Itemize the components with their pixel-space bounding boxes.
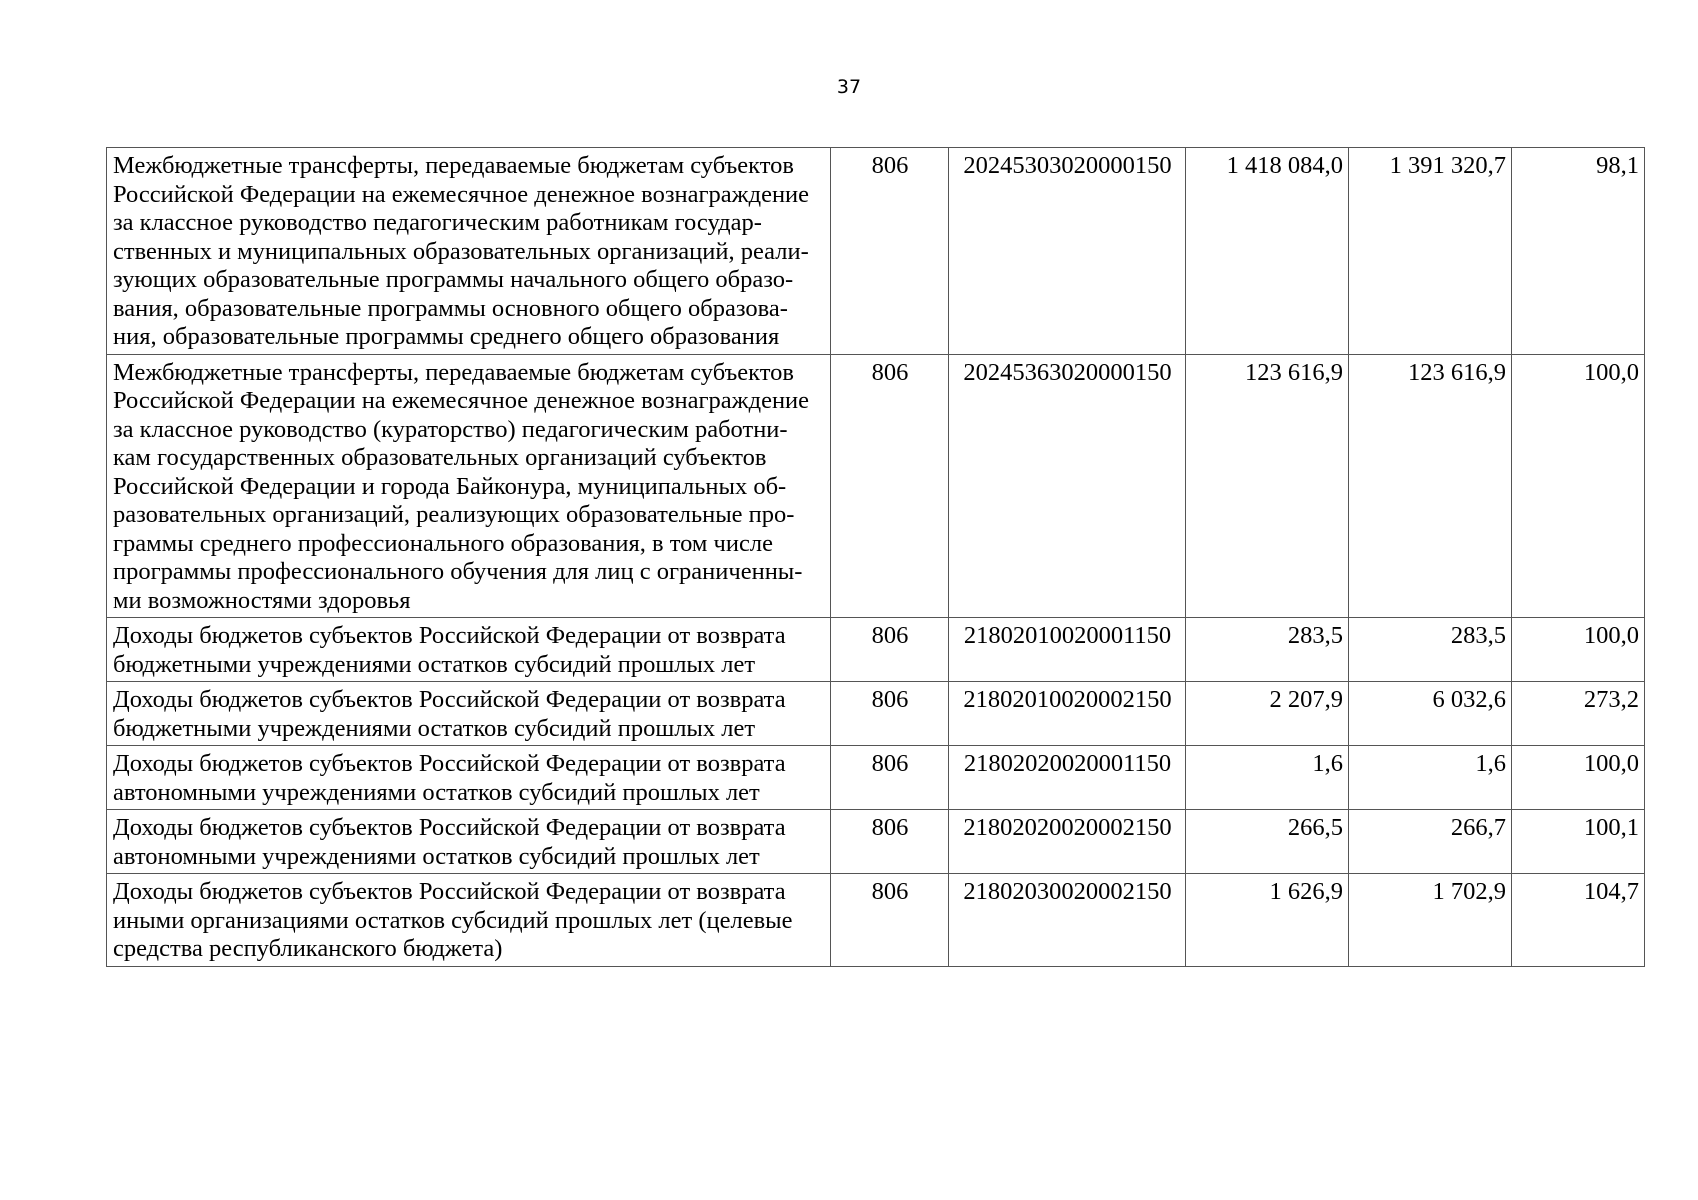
row-description-line: ственных и муниципальных образовательных организаций, реали- [113,237,809,265]
row-percent: 273,2 [1512,682,1645,746]
row-description-line: Межбюджетные трансферты, передаваемые бюджетам субъектов [113,358,794,386]
row-actual-amount: 283,5 [1349,618,1512,682]
row-description-line: Доходы бюджетов субъектов Российской Федерации от возврата [113,750,786,777]
row-planned-amount: 283,5 [1186,618,1349,682]
table-row [107,618,1645,682]
row-description-line: за классное руководство педагогическим работникам государ- [113,209,762,236]
row-planned-amount: 123 616,9 [1186,354,1349,618]
row-description-line: кам государственных образовательных организаций субъектов [113,444,767,471]
row-description [107,810,831,874]
row-description-line: зующих образовательные программы начального общего образо- [113,266,794,293]
row-description-line: автономными учреждениями остатков субсидий прошлых лет [113,778,760,806]
row-admin-code: 806 [831,746,949,810]
row-actual-amount: 1 702,9 [1349,874,1512,967]
row-description-line: за классное руководство (кураторство) педагогическим работни- [113,415,788,443]
row-description-line: средства республиканского бюджета) [113,935,503,962]
row-description-line: ми возможностями здоровья [113,586,411,614]
row-actual-amount: 6 032,6 [1349,682,1512,746]
row-actual-amount: 1,6 [1349,746,1512,810]
row-classification-code: 21802020020001150 [949,746,1186,810]
row-description [107,874,831,967]
row-description [107,682,831,746]
table-row [107,682,1645,746]
row-classification-code: 21802010020002150 [949,682,1186,746]
row-description-line: вания, образовательные программы основного общего образова- [113,294,788,322]
row-percent: 100,0 [1512,746,1645,810]
row-description-line: Доходы бюджетов субъектов Российской Федерации от возврата [113,878,786,905]
row-planned-amount: 266,5 [1186,810,1349,874]
row-description-line: автономными учреждениями остатков субсидий прошлых лет [113,842,760,870]
row-admin-code: 806 [831,618,949,682]
row-classification-code: 20245303020000150 [949,148,1186,355]
row-description [107,354,831,618]
row-description-line: программы профессионального обучения для лиц с ограниченны- [113,558,803,585]
row-description-line: ния, образовательные программы среднего общего образования [113,323,780,350]
row-classification-code: 21802010020001150 [949,618,1186,682]
row-admin-code: 806 [831,682,949,746]
table-row [107,354,1645,618]
row-percent: 100,0 [1512,354,1645,618]
table-row [107,874,1645,967]
row-actual-amount: 1 391 320,7 [1349,148,1512,355]
row-planned-amount: 1 626,9 [1186,874,1349,967]
row-planned-amount: 1,6 [1186,746,1349,810]
row-description-line: Межбюджетные трансферты, передаваемые бюджетам субъектов [113,152,794,179]
row-admin-code: 806 [831,874,949,967]
row-description [107,618,831,682]
row-description-line: иными организациями остатков субсидий прошлых лет (целевые [113,906,793,934]
row-planned-amount: 1 418 084,0 [1186,148,1349,355]
revenue-table [106,147,1645,967]
page-number: 37 [836,76,862,98]
table-body [107,148,1645,967]
row-description-line: бюджетными учреждениями остатков субсидий прошлых лет [113,714,756,742]
row-description-line: бюджетными учреждениями остатков субсидий прошлых лет [113,650,756,678]
row-description-line: граммы среднего профессионального образования, в том числе [113,529,773,557]
row-description-line: Российской Федерации на ежемесячное денежное вознаграждение [113,387,810,414]
row-description-line: разовательных организаций, реализующих образовательные про- [113,501,795,528]
row-actual-amount: 123 616,9 [1349,354,1512,618]
row-description-line: Доходы бюджетов субъектов Российской Федерации от возврата [113,686,786,713]
row-planned-amount: 2 207,9 [1186,682,1349,746]
table-row [107,810,1645,874]
row-admin-code: 806 [831,148,949,355]
row-description [107,746,831,810]
row-description-line: Российской Федерации и города Байконура, муниципальных об- [113,472,787,500]
row-percent: 100,0 [1512,618,1645,682]
row-description-line: Доходы бюджетов субъектов Российской Федерации от возврата [113,622,786,649]
table-row [107,746,1645,810]
row-classification-code: 20245363020000150 [949,354,1186,618]
row-admin-code: 806 [831,810,949,874]
row-description [107,148,831,355]
row-percent: 104,7 [1512,874,1645,967]
row-classification-code: 21802020020002150 [949,810,1186,874]
row-description-line: Доходы бюджетов субъектов Российской Федерации от возврата [113,814,786,841]
table-row [107,148,1645,355]
row-percent: 100,1 [1512,810,1645,874]
row-classification-code: 21802030020002150 [949,874,1186,967]
row-percent: 98,1 [1512,148,1645,355]
row-actual-amount: 266,7 [1349,810,1512,874]
row-description-line: Российской Федерации на ежемесячное денежное вознаграждение [113,180,810,208]
row-admin-code: 806 [831,354,949,618]
